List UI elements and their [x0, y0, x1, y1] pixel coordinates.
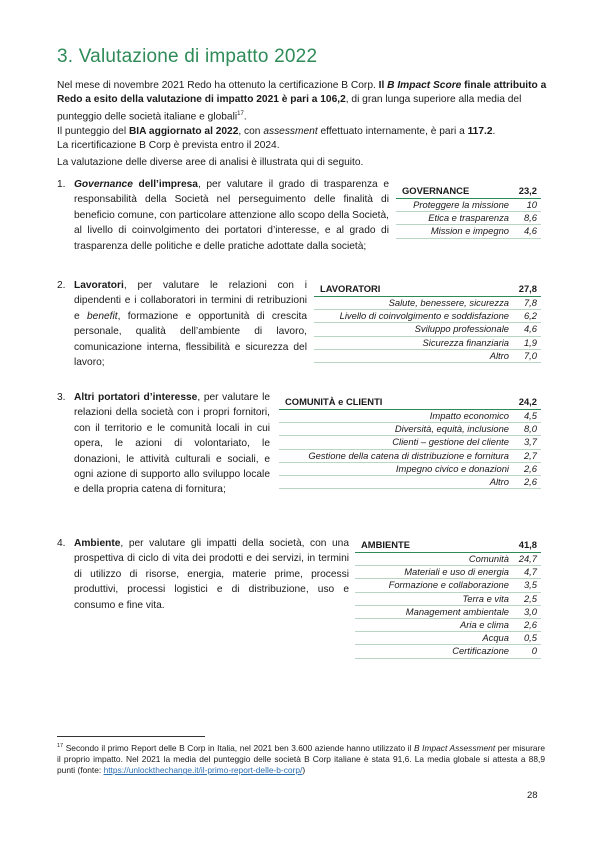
table-row: Impatto economico 4,5	[279, 410, 541, 423]
table-row: Salute, benessere, sicurezza 7,8	[314, 297, 541, 310]
table-row: Altro 7,0	[314, 350, 541, 363]
table-row: Altro 2,6	[279, 476, 541, 489]
intro-paragraph-3: La ricertificazione B Corp è prevista entro il 2024.	[57, 140, 280, 152]
table-row: Gestione della catena di distribuzione e fornitura 2,7	[279, 450, 541, 463]
table-header: AMBIENTE 41,8	[355, 536, 541, 553]
footnote: $^{17}$ Secondo il primo Report delle B Corp in Italia, nel 2021 ben 3.600 aziende hanno utilizzato il B Impact Assessment per misurare il proprio impatto. Nel 2021 la media del punteggio delle società B Corp italiane è stata 91,6. La media globale si attesta a 88,9 punti (fonte: https://unlockthechange.it/il-primo-report-delle-b-corp/)	[57, 742, 545, 776]
table-comunita-clienti	[279, 393, 541, 489]
table-row: Proteggere la missione 10	[396, 199, 541, 212]
table-row: Livello di coinvolgimento e soddisfazione 6,2	[314, 310, 541, 323]
table-row: Certificazione 0	[355, 645, 541, 658]
table-row: Diversità, equità, inclusione 8,0	[279, 423, 541, 436]
page-title: 3. Valutazione di impatto 2022	[57, 46, 318, 67]
table-row: Formazione e collaborazione 3,5	[355, 579, 541, 592]
table-row: Impegno civico e donazioni 2,6	[279, 463, 541, 476]
table-row: Comunità 24,7	[355, 553, 541, 566]
table-row: Mission e impegno 4,6	[396, 225, 541, 238]
intro-text	[57, 79, 547, 153]
table-row: Materiali e uso di energia 4,7	[355, 566, 541, 579]
table-lavoratori	[314, 280, 541, 363]
table-header: COMUNITÀ e CLIENTI 24,2	[279, 393, 541, 410]
table-row: Clienti – gestione del cliente 3,7	[279, 436, 541, 449]
table-row: Sicurezza finanziaria 1,9	[314, 337, 541, 350]
table-row: Terra e vita 2,5	[355, 593, 541, 606]
source-link[interactable]: https://unlockthechange.it/il-primo-report-delle-b-corp/	[103, 765, 303, 776]
intro-paragraph-2: Il punteggio del BIA aggiornato al 2022, con assessment effettuato internamente, è pari a 117.2.	[57, 126, 496, 137]
table-governance	[396, 182, 541, 239]
table-header: GOVERNANCE 23,2	[396, 182, 541, 199]
table-row: Management ambientale 3,0	[355, 606, 541, 619]
intro-paragraph-1: Nel mese di novembre 2021 Redo ha ottenuto la certificazione B Corp. Il B Impact Score finale attribuito a Redo a esito della valutazione di impatto 2021 è pari a 106,2, di gran lunga superiore alla media del punteggio delle società italiane e globali$^{17}$.	[57, 80, 547, 123]
page-number: 28	[527, 790, 538, 801]
lead-text: La valutazione delle diverse aree di analisi è illustrata qui di seguito.	[57, 157, 364, 168]
table-header: LAVORATORI 27,8	[314, 280, 541, 297]
table-row: Sviluppo professionale 4,6	[314, 323, 541, 336]
table-row: Etica e trasparenza 8,6	[396, 212, 541, 225]
table-ambiente	[355, 536, 541, 659]
table-row: Acqua 0,5	[355, 632, 541, 645]
table-row: Aria e clima 2,6	[355, 619, 541, 632]
footnote-divider	[57, 736, 205, 737]
